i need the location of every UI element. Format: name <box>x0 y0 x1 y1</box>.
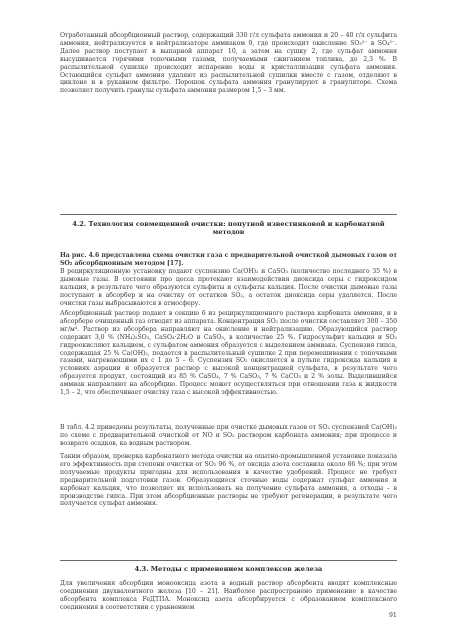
section-divider-top <box>60 214 397 215</box>
paragraph-table-reference: В табл. 4.2 приведены результаты, полученные при очистке дымовых газов от SO₂ суспензией Ca(OH)₂ по схеме с предварительной очисткой от NO и SO₂ раствором карбоната аммония; при процессе и возврате осадков, ка водным раствором. <box>60 424 397 447</box>
paragraph-figure-reference <box>60 252 397 268</box>
page-number: 91 <box>389 612 397 619</box>
paragraph-iron-complexes: Для увеличения абсорбции монооксида азота в водный раствор абсорбента вводят комплексные соединения двухвалентного железа [10 – 21]. Наиболее распространено применение в качестве абсорбента комплекса FeДТПА. Моноксид азота абсорбируется с образованием комплексного соединения в соответствии с уравнением <box>60 580 397 611</box>
section-heading-4-3: 4.3. Методы с применением комплексов железа <box>134 565 323 573</box>
paragraph-recirculation: В рециркуляционную установку подают суспензию Ca(OH)₂ и CaSO₃ (количество последнего 35 %) в дымовые газы. В состоянии про цесса протекают взаимодействия диоксида серы с гидроксидом кальция, в результате чего образуются сульфиты и сульфаты кальция. После очистки дымовые газы поступают в абсорбер и на очистку от остатков SO₂, а остаток диоксида серы удаляется. После очистки газы выбрасываются в атмосферу. <box>60 268 397 307</box>
section-divider-bottom <box>60 560 397 561</box>
paragraph-absorption-solution: Абсорбционный раствор подают в секцию 6 из рециркуляционного раствора карбоната аммония, и в абсорбере очищенный газ отводят из аппарата. Концентрация SO₂ после очистки составляет 300 – 350 мг/м³. Раствор из абсорбера направляют на окисление и нейтрализацию. Образующийся раствор содержит 3,0 % (NH₄)₂SO₃, CaSO₄·2H₂O и CaSO₃, в количестве 25 %. Гидросульфит кальция и SO₂ гидроокисляют кальцием, с сульфатом аммония образуется с выделением аммиака. Суспензия гипса, содержащая 25 % Ca(OH)₂, подается в распылительный сушилке 2 при перемешивании с топочными газами, нагревающими их с 1 до 5 – 6. Суспензия SO₂ окисляется в пульпе гидроксида кальция в условиях аэрации и образуется раствор с высокой концентрацией сульфата, в результате чего образуется продукт, состоящий из 85 % CaSO₄, 7 % CaSO₃, 7 % CaCO₃ и 2 % золы. Выделившийся аммиак направляют на абсорбцию. Процесс может осуществляться при отношении газа к жидкости 1,5 – 2, что обеспечивает очистку газа с высокой эффективностью. <box>60 310 397 397</box>
section-heading-4-2: 4.2. Технология совмещенной очистки: попутной известняковой и карбонатной методов <box>72 220 385 236</box>
paragraph-ammonium-sulfate-process: Отработанный абсорбционный раствор, содержащий 330 г/л сульфата аммония и 20 – 40 г/л сульфита аммония, нейтрализуется в нейтрализаторе аммиаком 9, где происходит окисление SO₃²⁻ в SO₄²⁻. Далее раствор поступает в выпарной аппарат 10, а затем на сушку 2, где сульфат аммония высушивается горячими топочными газами, получаемыми сжиганием топлива, до 2,3 %. В распылительной сушилке происходит испарение воды и кристаллизация сульфата аммония. Остающийся сульфат аммония удаляют из распылительной сушилки вместе с газом, отделяют в циклоне и в рукавном фильтре. Порошок сульфата аммония гранулируют в грануляторе. Схема позволяет получить гранулы сульфата аммония размером 1,5 – 3 мм. <box>60 32 397 95</box>
paragraph-conclusion: Таким образом, проверка карбонатного метода очистки на опытно-промышленной установке показала его эффективность при степени очистки от SO₂ 96 %, от оксида азота составила около 86 %; при этом получаемые продукты пригодны для использования в качестве удобрений. Процесс не требует предварительной подготовки газов. Образующиеся сточные воды содержат сульфат аммония и карбонат кальция, что позволяет их использовать на получение сульфата аммония, а отходы – в производстве гипса. При этом абсорбционные растворы не требуют регенерации, в результате чего получается сульфат аммония. <box>60 453 397 508</box>
figure-reference-text: На рис. 4.6 представлена схема очистки газа с предварительной очисткой дымовых газов от SO₂ абсорбционным методом [17]. <box>60 252 397 267</box>
